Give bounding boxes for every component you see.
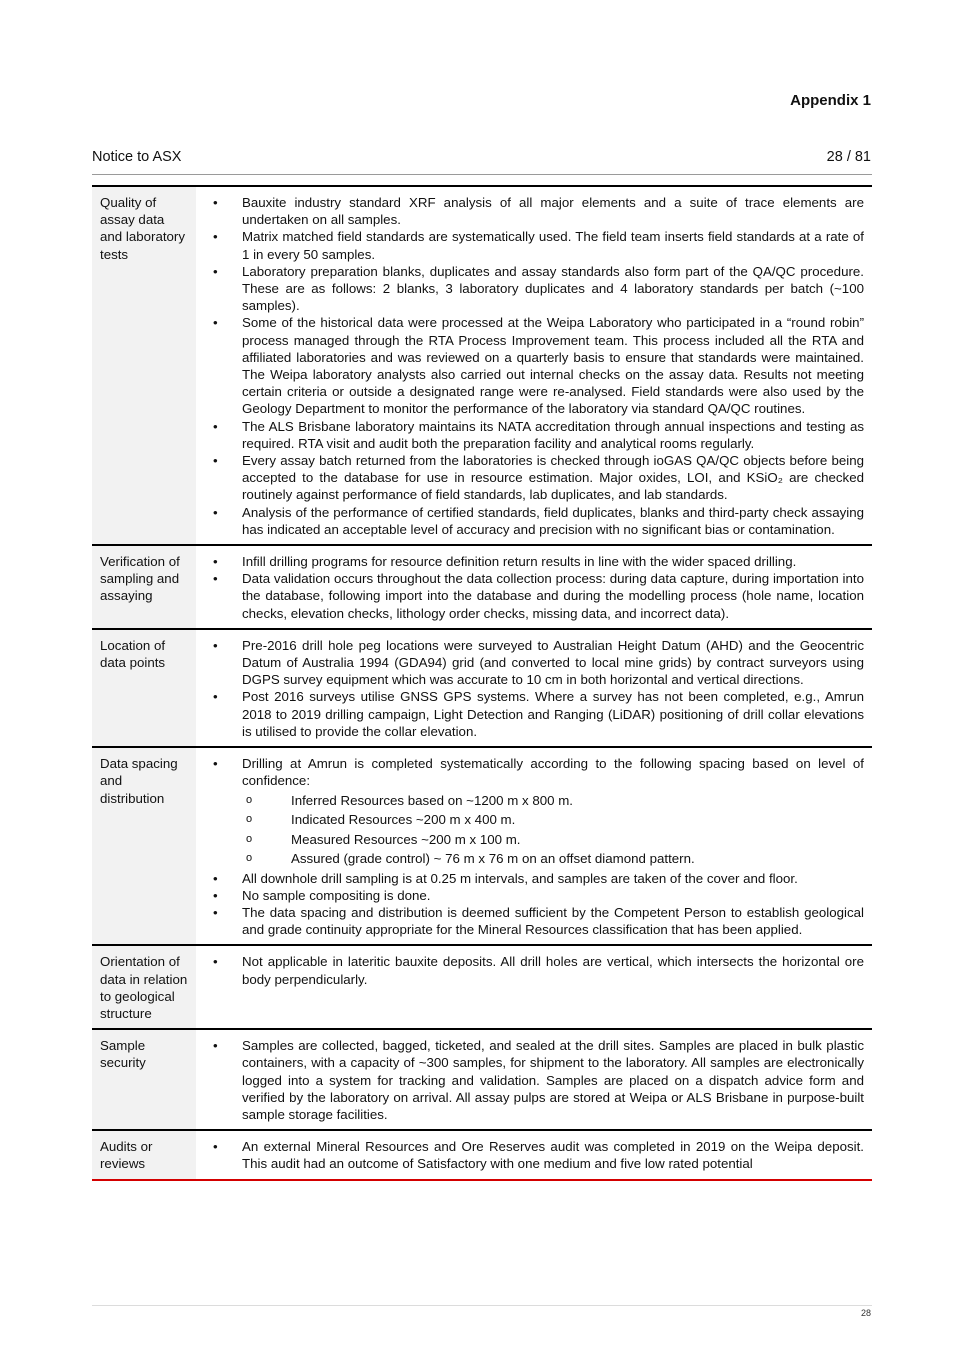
page-number: 28 [860,1308,871,1318]
sub-list-item: o Measured Resources ~200 m x 100 m. [242,830,864,850]
list-item: • Bauxite industry standard XRF analysis of all major elements and a suite of trace elements are undertaken on all samples. [196,194,864,228]
bullet-list [196,1138,864,1172]
criteria-cell: Location of data points [92,629,196,747]
list-item: • Pre-2016 drill hole peg locations were surveyed to Australian Height Datum (AHD) and the Geocentric Datum of Australia 1994 (GDA94) grid (and converted to local mine grids) by contract surveyors using DGPS survey equipment which was accurate to 10 cm in both horizontal and vertical directions. [196,637,864,689]
table-row [92,945,872,1029]
table-row [92,747,872,945]
list-item: • No sample compositing is done. [196,887,864,904]
commentary-cell [196,1029,872,1130]
table-row [92,1029,872,1130]
table-row [92,629,872,747]
list-item: • Every assay batch returned from the laboratories is checked through ioGAS QA/QC objects before being accepted to the database for use in resource estimation. Major oxides, LOI, and KSiO₂ are checked routinely against performance of field standards, lab duplicates, and lab standards. [196,452,864,504]
criteria-cell: Quality of assay data and laboratory tests [92,186,196,545]
list-item: • Infill drilling programs for resource definition return results in line with the wider spaced drilling. [196,553,864,570]
list-item: • The ALS Brisbane laboratory maintains its NATA accreditation through annual inspections and testing as required. RTA visit and audit both the preparation facility and analytical rooms regularly. [196,418,864,452]
list-item: • Some of the historical data were processed at the Weipa Laboratory who participated in a “round robin” process managed through the RTA Process Improvement team. This process included all the RTA and affiliated laboratories and was reviewed on a quarterly basis to ensure that standards were maintained. The Weipa laboratory analysts also carried out internal checks on the assay data. Results not meeting certain criteria or outside a designated range were re-analysed. Field standards were also used by the Geology Department to monitor the performance of the laboratory via standard QA/QC routines. [196,314,864,417]
sub-list-item: o Assured (grade control) ~ 76 m x 76 m on an offset diamond pattern. [242,849,864,869]
document-title: Notice to ASX [92,149,182,165]
bullet-list [196,194,864,538]
list-item: • The data spacing and distribution is deemed sufficient by the Competent Person to establish geological and grade continuity appropriate for the Mineral Resources classification that has been applied. [196,904,864,938]
footer-divider [92,1305,872,1306]
commentary-cell [196,186,872,545]
sub-list-item: o Indicated Resources ~200 m x 400 m. [242,810,864,830]
bullet-list [196,755,864,938]
list-item: • Laboratory preparation blanks, duplicates and assay standards also form part of the QA/QC procedure. These are as follows: 2 blanks, 3 laboratory duplicates and 4 laboratory standards per batch (~100 samples). [196,263,864,315]
list-item [196,755,864,868]
header-divider [92,174,872,175]
list-item: • An external Mineral Resources and Ore Reserves audit was completed in 2019 on the Weipa deposit. This audit had an outcome of Satisfactory with one medium and five low rated potential [196,1138,864,1172]
commentary-cell [196,1130,872,1179]
criteria-cell: Audits or reviews [92,1130,196,1179]
table-row [92,545,872,629]
list-item: • Data validation occurs throughout the data collection process: during data capture, during importation into the database, following import into the database and during the modelling process (hole name, location checks, elevation checks, lithology order checks, missing data, and incorrect data). [196,570,864,622]
bullet-list [196,1037,864,1123]
list-item: • Not applicable in lateritic bauxite deposits. All drill holes are vertical, which intersects the horizontal ore body perpendicularly. [196,953,864,987]
criteria-cell: Verification of sampling and assaying [92,545,196,629]
jorc-criteria-table [92,185,872,1181]
bullet-list [196,953,864,987]
sub-list-item: o Inferred Resources based on ~1200 m x 800 m. [242,791,864,811]
list-item: • Matrix matched field standards are systematically used. The field team inserts field standards at a rate of 1 in every 50 samples. [196,228,864,262]
bullet-list [196,553,864,622]
list-item: • All downhole drill sampling is at 0.25 m intervals, and samples are taken of the cover and floor. [196,870,864,887]
sub-bullet-list [242,791,864,869]
commentary-cell [196,629,872,747]
list-item: • Post 2016 surveys utilise GNSS GPS systems. Where a survey has not been completed, e.g., Amrun 2018 to 2019 drilling campaign, Light Detection and Ranging (LiDAR) positioning of drill collar elevations is utilised to provide the collar elevation. [196,688,864,740]
list-item: • Samples are collected, bagged, ticketed, and sealed at the drill sites. Samples are placed in bulk plastic containers, with a capacity of ~300 samples, for shipment to the laboratory. All samples are electronically logged into a system for tracking and validation. Samples are placed on a dispatch advice form and verified by the laboratory on arrival. All assay pulps are stored at Weipa or ALS Brisbane in purpose-built sample storage facilities. [196,1037,864,1123]
commentary-cell [196,945,872,1029]
table-row [92,1130,872,1179]
appendix-label: Appendix 1 [790,92,871,109]
commentary-cell [196,545,872,629]
criteria-cell: Orientation of data in relation to geological structure [92,945,196,1029]
page-reference: 28 / 81 [826,149,871,165]
criteria-cell: Sample security [92,1029,196,1130]
commentary-cell [196,747,872,945]
bullet-list [196,637,864,740]
criteria-cell: Data spacing and distribution [92,747,196,945]
list-item-text: Drilling at Amrun is completed systematically according to the following spacing based on level of confidence: [242,756,864,789]
list-item: • Analysis of the performance of certified standards, field duplicates, blanks and third-party check assaying has indicated an acceptable level of accuracy and precision with no significant bias or contamination. [196,504,864,538]
table-row [92,186,872,545]
